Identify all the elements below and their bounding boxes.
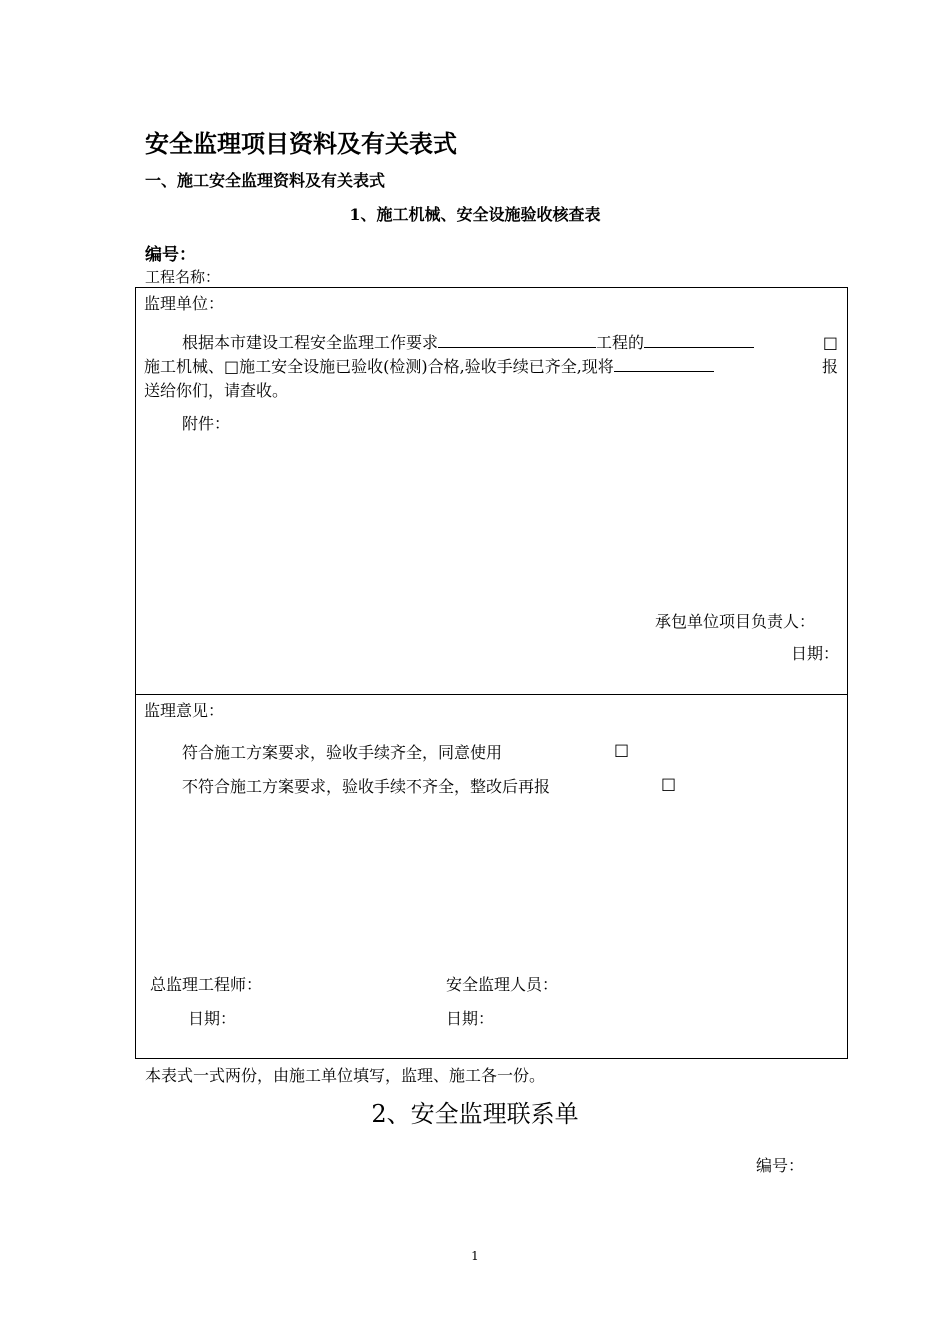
paragraph-text-5: 送给你们，请查收。: [144, 381, 289, 400]
attachment-label: 附件：: [182, 414, 231, 433]
supervision-unit-label: 监理单位：: [144, 294, 225, 313]
safety-staff-label: 安全监理人员：: [446, 975, 559, 994]
paragraph-text-1: 根据本市建设工程安全监理工作要求: [182, 333, 439, 352]
reject-checkbox[interactable]: □: [661, 774, 677, 793]
number-label: 编号：: [145, 245, 196, 265]
opinion-label: 监理意见：: [144, 701, 225, 720]
paragraph-text-4: 报: [821, 357, 838, 376]
machinery-checkbox[interactable]: □: [822, 333, 838, 352]
page-number: 1: [471, 1249, 479, 1263]
paragraph-text-2: 工程的: [596, 333, 645, 352]
project-name-label: 工程名称：: [145, 268, 221, 286]
item-blank[interactable]: [644, 331, 754, 348]
project-blank[interactable]: [438, 331, 596, 348]
paragraph-text-3: 施工机械、□施工安全设施已验收(检测)合格,验收手续已齐全,现将: [144, 357, 614, 376]
staff-date-label: 日期：: [446, 1009, 495, 1028]
agree-option-text: 符合施工方案要求，验收手续齐全，同意使用: [182, 743, 503, 762]
date-label: 日期：: [791, 644, 840, 663]
chief-engineer-label: 总监理工程师：: [150, 975, 263, 994]
contact-number-label: 编号：: [756, 1156, 805, 1175]
submission-paragraph: [144, 331, 838, 403]
chief-date-label: 日期：: [188, 1009, 237, 1028]
agree-checkbox[interactable]: □: [614, 740, 630, 759]
reject-option-text: 不符合施工方案要求，验收手续不齐全，整改后再报: [182, 777, 551, 796]
section-heading: 一、施工安全监理资料及有关表式: [145, 171, 386, 190]
contact-sheet-heading: 2、安全监理联系单: [371, 1100, 579, 1128]
document-blank[interactable]: [614, 355, 714, 372]
form-note: 本表式一式两份，由施工单位填写，监理、施工各一份。: [145, 1066, 546, 1085]
document-title: 安全监理项目资料及有关表式: [145, 129, 457, 158]
form-title: 1、施工机械、安全设施验收核查表: [349, 205, 601, 224]
contractor-manager-label: 承包单位项目负责人：: [655, 612, 816, 631]
